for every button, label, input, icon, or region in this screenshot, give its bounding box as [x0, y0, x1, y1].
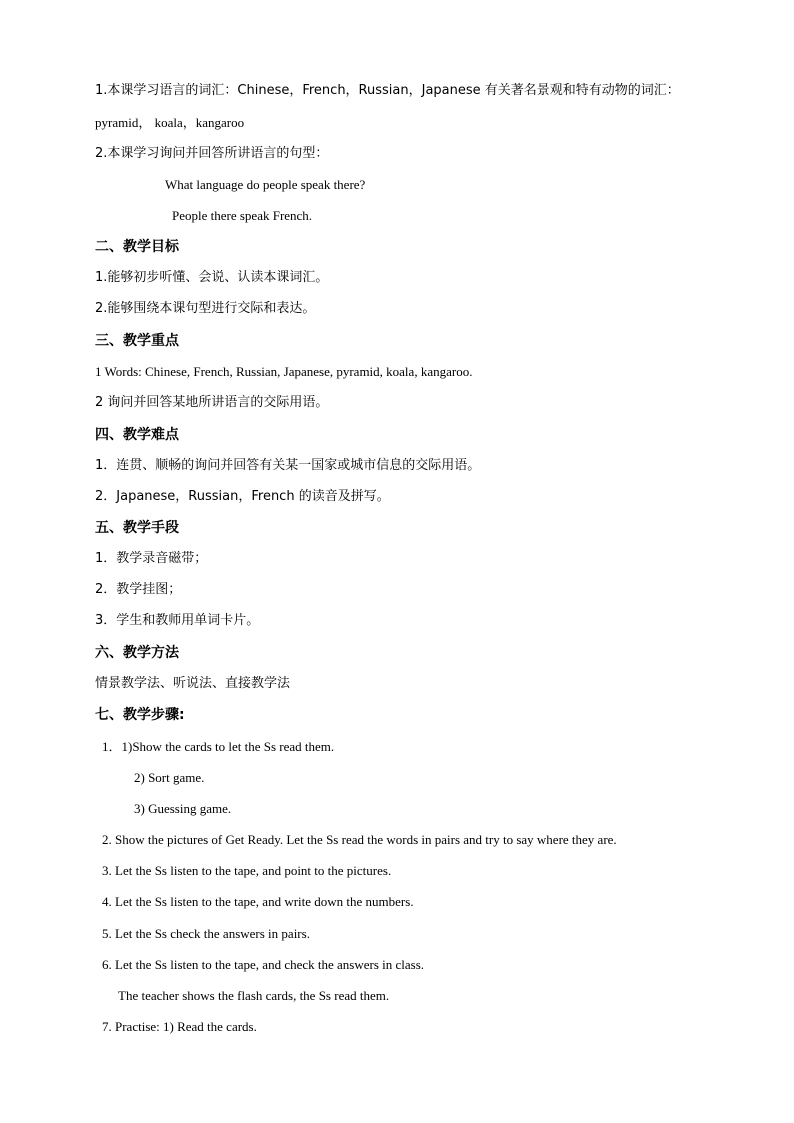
step-item: 7. Practise: 1) Read the cards.	[102, 1019, 257, 1034]
section-heading-means: 五、教学手段	[95, 520, 179, 536]
section-heading-key-points: 三、教学重点	[95, 333, 179, 349]
objective-item: 2.能够围绕本课句型进行交际和表达。	[95, 301, 316, 316]
key-point-item: 1 Words: Chinese, French, Russian, Japanese, pyramid, koala, kangaroo.	[95, 364, 473, 379]
section-heading-steps: 七、教学步骤:	[95, 707, 185, 723]
intro-pattern-line: 2.本课学习询问并回答所讲语言的句型：	[95, 146, 329, 161]
step-item: 4. Let the Ss listen to the tape, and write down the numbers.	[102, 894, 414, 909]
intro-vocab-line: 1.本课学习语言的词汇：Chinese，French，Russian，Japanese 有关著名景观和特有动物的词汇：	[95, 83, 680, 98]
key-point-item: 2 询问并回答某地所讲语言的交际用语。	[95, 395, 329, 410]
step-item: 3) Guessing game.	[134, 801, 232, 816]
section-heading-methods: 六、教学方法	[95, 645, 179, 661]
step-item: 2. Show the pictures of Get Ready. Let the Ss read the words in pairs and try to say where they are.	[102, 832, 617, 847]
step-item: 1．1)Show the cards to let the Ss read them.	[102, 739, 335, 754]
section-heading-difficulties: 四、教学难点	[95, 427, 179, 443]
difficulty-item: 1．连贯、顺畅的询问并回答有关某一国家或城市信息的交际用语。	[95, 458, 481, 473]
means-item: 1．教学录音磁带；	[95, 551, 208, 566]
intro-question: What language do people speak there?	[165, 177, 366, 192]
step-item: 2) Sort game.	[134, 770, 205, 785]
step-item: The teacher shows the flash cards, the Ss read them.	[118, 988, 390, 1003]
intro-vocab-words: pyramid， koala，kangaroo	[95, 115, 245, 130]
means-item: 3．学生和教师用单词卡片。	[95, 613, 260, 628]
difficulty-item: 2．Japanese，Russian，French 的读音及拼写。	[95, 489, 390, 504]
intro-answer: People there speak French.	[172, 208, 313, 223]
step-item: 6. Let the Ss listen to the tape, and check the answers in class.	[102, 957, 425, 972]
step-item: 5. Let the Ss check the answers in pairs.	[102, 926, 310, 941]
means-item: 2．教学挂图；	[95, 582, 182, 597]
methods-item: 情景教学法、听说法、直接教学法	[95, 676, 291, 691]
step-item: 3. Let the Ss listen to the tape, and point to the pictures.	[102, 863, 392, 878]
objective-item: 1.能够初步听懂、会说、认读本课词汇。	[95, 270, 329, 285]
section-heading-objectives: 二、教学目标	[95, 239, 179, 255]
